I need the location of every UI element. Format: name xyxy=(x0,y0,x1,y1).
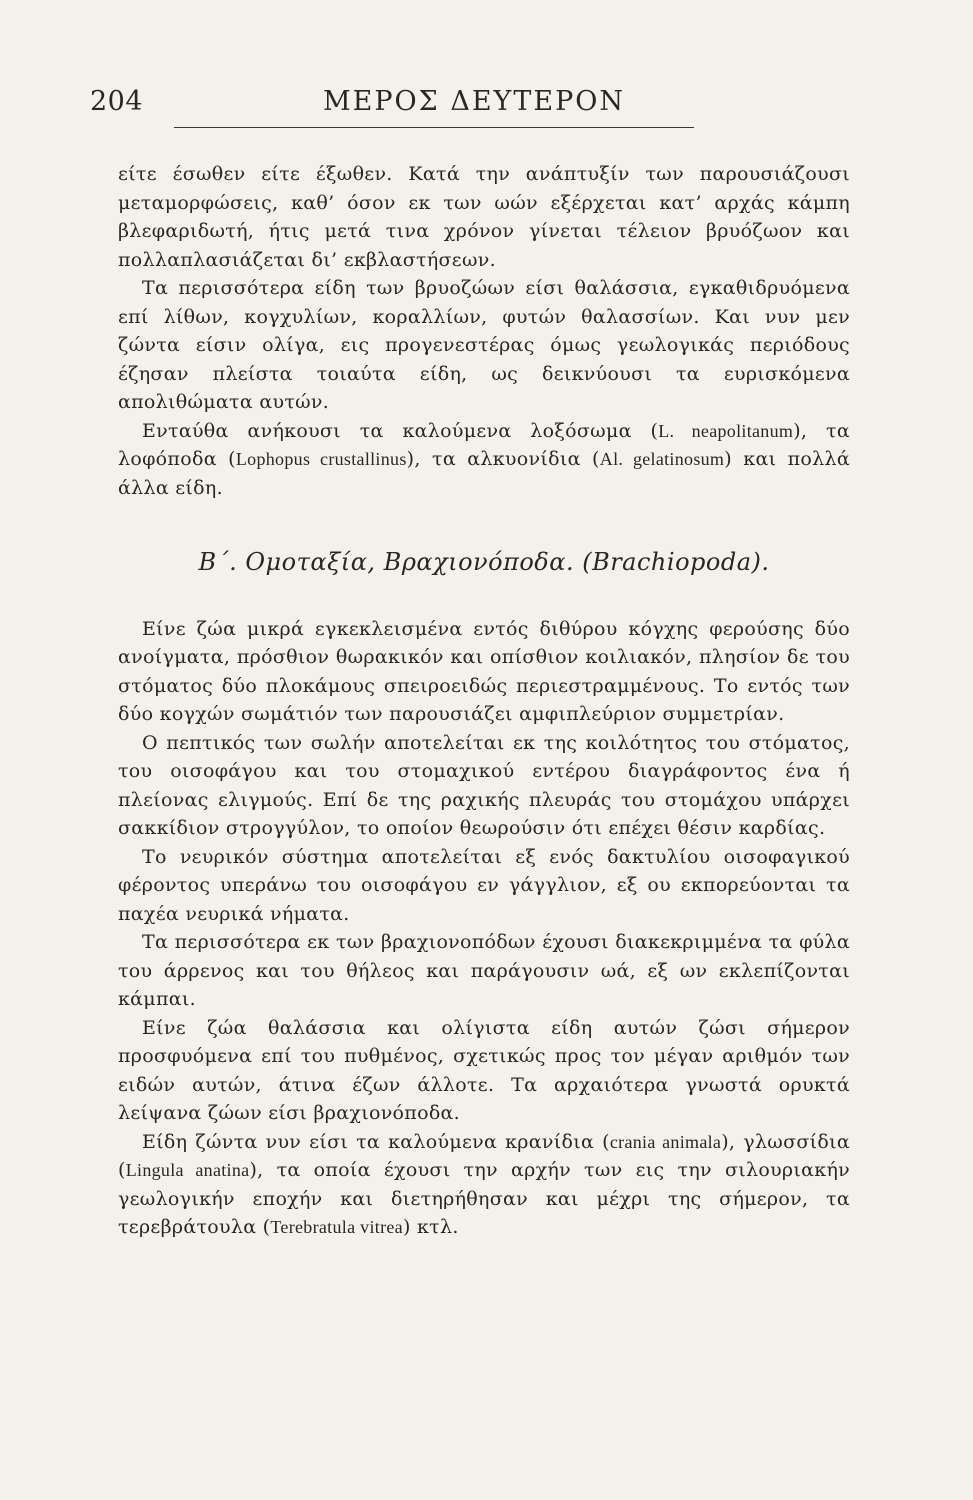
paragraph xyxy=(118,417,850,503)
latin-name: crania animala xyxy=(609,1131,722,1152)
text-run: Ενταύθα ανήκουσι τα καλούμενα λοξόσωμα ( xyxy=(142,419,659,442)
paragraph: είτε έσωθεν είτε έξωθεν. Κατά την ανάπτυξίν των παρουσιάζουσι μεταμορφώσεις, καθ’ όσον εκ των ωών εξέρχεται κατ’ αρχάς κάμπη βλεφαριδωτή, ήτις μετά τινα χρόνον γίνεται τέλειον βρυόζωον και πολλαπλασιάζεται δι’ εκβλαστήσεων. xyxy=(118,163,850,271)
paragraph: Είνε ζώα θαλάσσια και ολίγιστα είδη αυτών ζώσι σήμερον προσφυόμενα επί του πυθμένος, σχετικώς προς τον μέγαν αριθμόν των ειδών αυτών, άτινα έζων άλλοτε. Τα αρχαιότερα γνωστά ορυκτά λείψανα ζώων είσι βραχιονόποδα. xyxy=(118,1016,850,1124)
page-number: 204 xyxy=(90,86,144,117)
page-header xyxy=(84,86,864,126)
text-run: ), τα αλκυονίδια ( xyxy=(406,448,600,470)
text-run: ), γλωσσίδια ( xyxy=(118,1130,850,1181)
paragraph: Ο πεπτικός των σωλήν αποτελείται εκ της κοιλότητος του στόματος, του οισοφάγου και του στομαχικού εντέρου διαγράφοντος ένα ή πλείονας ελιγμούς. Επί δε της ραχικής πλευράς του στομάχου υπάρχει σακκίδιον στρογγύλον, το οποίον θεωρούσιν ότι επέχει θέσιν καρδίας. xyxy=(118,731,850,839)
latin-name: L. neapolitanum xyxy=(658,420,794,441)
paragraph: Είνε ζώα μικρά εγκεκλεισμένα εντός διθύρου κόγχης φερούσης δύο ανοίγματα, πρόσθιον θωρακικόν και οπίσθιον κοιλιακόν, πλησίον δε του στόματος δύο πλοκάμους σπειροειδώς περιεστραμμένους. Το εντός των δύο κογχών σωμάτιόν των παρουσιάζει αμφιπλεύριον συμμετρίαν. xyxy=(118,617,850,725)
paragraph: Τα περισσότερα είδη των βρυοζώων είσι θαλάσσια, εγκαθιδρυόμενα επί λίθων, κογχυλίων, κοραλλίων, φυτών θαλασσίων. Και νυν μεν ζώντα είσιν ολίγα, εις προγενεστέρας όμως γεωλογικάς περιόδους έζησαν πλείστα τοιαύτα είδη, ως δεικνύουσι τα ευρισκόμενα απολιθώματα αυτών. xyxy=(118,277,850,413)
text-run: ), τα οποία έχουσι την αρχήν των εις την σιλουριακήν γεωλογικήν εποχήν και διετηρήθησαν και μέχρι της σήμερον, τα τερεβράτουλα ( xyxy=(118,1159,850,1238)
latin-name: Lophopus crustallinus xyxy=(235,449,407,469)
header-rule xyxy=(174,127,694,128)
text-run: ), τα λοφόποδα ( xyxy=(118,419,850,470)
section-title: Β΄. Ομοταξία, Βραχιονόποδα. (Brachiopoda). xyxy=(198,548,770,576)
paragraph: Τα περισσότερα εκ των βραχιονοπόδων έχουσι διακεκριμμένα τα φύλα του άρρενος και του θήλεος και παράγουσιν ωά, εξ ων εκλεπίζονται κάμπαι. xyxy=(118,931,850,1010)
text-run: ) και πολλά άλλα είδη. xyxy=(118,448,850,499)
running-title: ΜΕΡΟΣ ΔΕΥΤΕΡΟΝ xyxy=(322,86,625,117)
latin-name: Lingula anatina xyxy=(125,1160,250,1180)
latin-name: Al. gelatinosum xyxy=(599,449,725,469)
paragraph: Το νευρικόν σύστημα αποτελείται εξ ενός δακτυλίου οισοφαγικού φέροντος υπεράνω του οισοφάγου εν γάγγλιον, εξ ου εκπορεύονται τα παχέα νευρικά νήματα. xyxy=(118,845,850,925)
latin-name: Terebratula vitrea xyxy=(270,1217,403,1237)
paragraph xyxy=(118,1128,850,1242)
body-text xyxy=(118,160,850,1242)
text-run: ) κτλ. xyxy=(402,1216,459,1238)
text-run: Είδη ζώντα νυν είσι τα καλούμενα κρανίδια ( xyxy=(142,1130,610,1153)
